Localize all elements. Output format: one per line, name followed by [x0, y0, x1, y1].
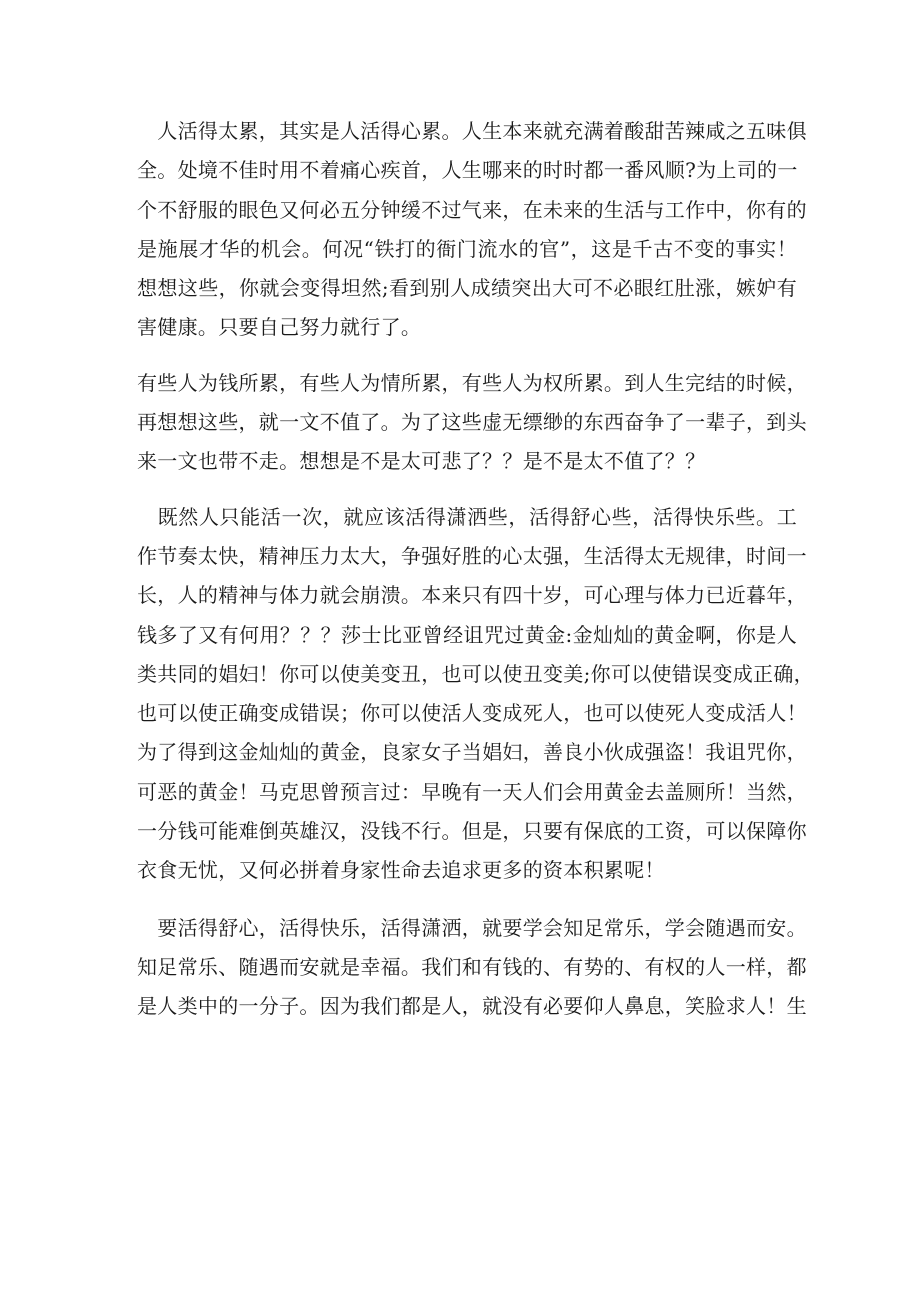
text-line: 钱多了又有何用？？？莎士比亚曾经诅咒过黄金:金灿灿的黄金啊，你是人 [137, 622, 797, 647]
text-line: 人活得太累，其实是人活得心累。人生本来就充满着酸甜苦辣咸之五味俱 [137, 119, 807, 143]
paragraph-3 [137, 498, 814, 891]
text-line: 衣食无忧，又何必拼着身家性命去追求更多的资本积累呢！ [137, 858, 665, 883]
text-line: 个不舒服的眼色又何必五分钟缓不过气来，在未来的生活与工作中，你有的 [137, 197, 807, 222]
text-line: 可恶的黄金！马克思曾预言过：早晚有一天人们会用黄金去盖厕所！当然， [137, 779, 807, 804]
text-line: 是人类中的一分子。因为我们都是人，就没有必要仰人鼻息，笑脸求人！生 [137, 994, 807, 1019]
paragraph-1 [137, 112, 807, 348]
text-line: 知足常乐、随遇而安就是幸福。我们和有钱的、有势的、有权的人一样，都 [137, 954, 807, 979]
text-line: 想想这些，你就会变得坦然;看到别人成绩突出大可不必眼红肚涨，嫉妒有 [137, 276, 797, 301]
text-line: 害健康。只要自己努力就行了。 [137, 315, 422, 340]
text-line: 全。处境不佳时用不着痛心疾首，人生哪来的时时都一番风顺?为上司的一 [137, 158, 798, 183]
text-line: 既然人只能活一次，就应该活得潇洒些，活得舒心些，活得快乐些。工 [137, 504, 797, 529]
text-line: 来一文也带不走。想想是不是太可悲了？？是不是太不值了？？ [137, 449, 706, 474]
text-line: 再想想这些，就一文不值了。为了这些虚无缥缈的东西奋争了一辈子，到头 [137, 410, 807, 435]
paragraph-2 [137, 364, 807, 482]
document-body [137, 112, 814, 1027]
text-line: 作节奏太快，精神压力太大，争强好胜的心太强，生活得太无规律，时间一 [137, 543, 807, 568]
text-line: 是施展才华的机会。何况“铁打的衙门流水的官”，这是千古不变的事实！ [137, 236, 797, 261]
text-line: 一分钱可能难倒英雄汉，没钱不行。但是，只要有保底的工资，可以保障你 [137, 819, 807, 844]
text-line: 要活得舒心，活得快乐，活得潇洒，就要学会知足常乐，学会随遇而安。 [137, 915, 807, 940]
text-line: 也可以使正确变成错误；你可以使活人变成死人，也可以使死人变成活人！ [137, 701, 807, 726]
text-line: 有些人为钱所累，有些人为情所累，有些人为权所累。到人生完结的时候， [137, 370, 807, 395]
text-line: 类共同的娼妇！你可以使美变丑，也可以使丑变美;你可以使错误变成正确， [137, 661, 814, 686]
paragraph-4 [137, 909, 807, 1027]
text-line: 长，人的精神与体力就会崩溃。本来只有四十岁，可心理与体力已近暮年， [137, 583, 807, 608]
text-line: 为了得到这金灿灿的黄金，良家女子当娼妇，善良小伙成强盗！我诅咒你， [137, 740, 807, 765]
